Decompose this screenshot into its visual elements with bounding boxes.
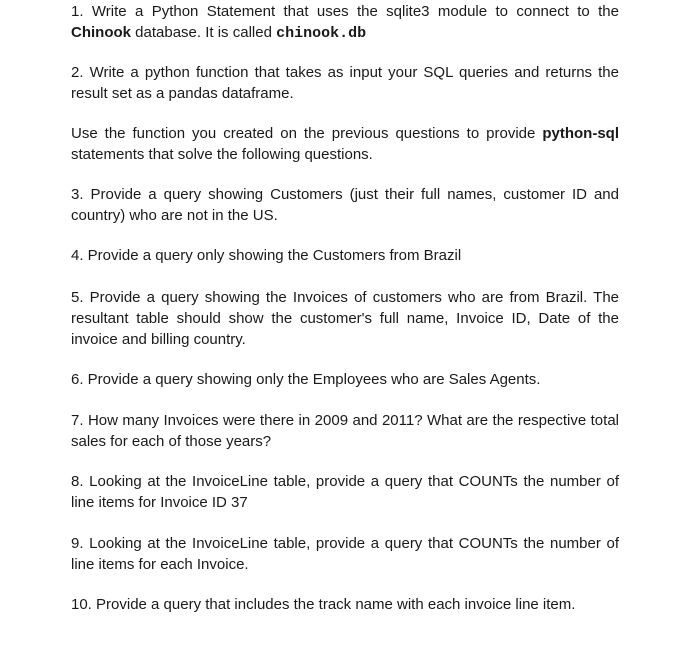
instructions-paragraph [71,123,619,165]
question-1-text: 1. Write a Python Statement that uses the sqlite3 module to connect to the [71,3,619,20]
instructions-text-post: statements that solve the following questions. [71,146,373,163]
question-1 [71,1,619,44]
question-9: 9. Looking at the InvoiceLine table, provide a query that COUNTs the number of line items for each Invoice. [71,535,619,573]
question-3: 3. Provide a query showing Customers (just their full names, customer ID and country) who are not in the US. [71,186,619,224]
database-name: Chinook [71,24,131,41]
question-4: 4. Provide a query only showing the Customers from Brazil [71,247,462,264]
question-6: 6. Provide a query showing only the Employees who are Sales Agents. [71,371,541,388]
question-1-text-mid: database. It is called [131,24,277,41]
question-2: 2. Write a python function that takes as input your SQL queries and returns the result set as a pandas dataframe. [71,64,619,102]
database-filename: chinook.db [276,25,367,42]
question-5: 5. Provide a query showing the Invoices of customers who are from Brazil. The resultant table should show the customer's full name, Invoice ID, Date of the invoice and billing country. [71,289,619,348]
instructions-text: Use the function you created on the previous questions to provide [71,125,543,142]
question-8: 8. Looking at the InvoiceLine table, provide a query that COUNTs the number of line items for Invoice ID 37 [71,473,619,511]
question-10: 10. Provide a query that includes the track name with each invoice line item. [71,596,576,613]
question-7: 7. How many Invoices were there in 2009 and 2011? What are the respective total sales for each of those years? [71,412,619,450]
python-sql-term: python-sql [542,125,619,142]
